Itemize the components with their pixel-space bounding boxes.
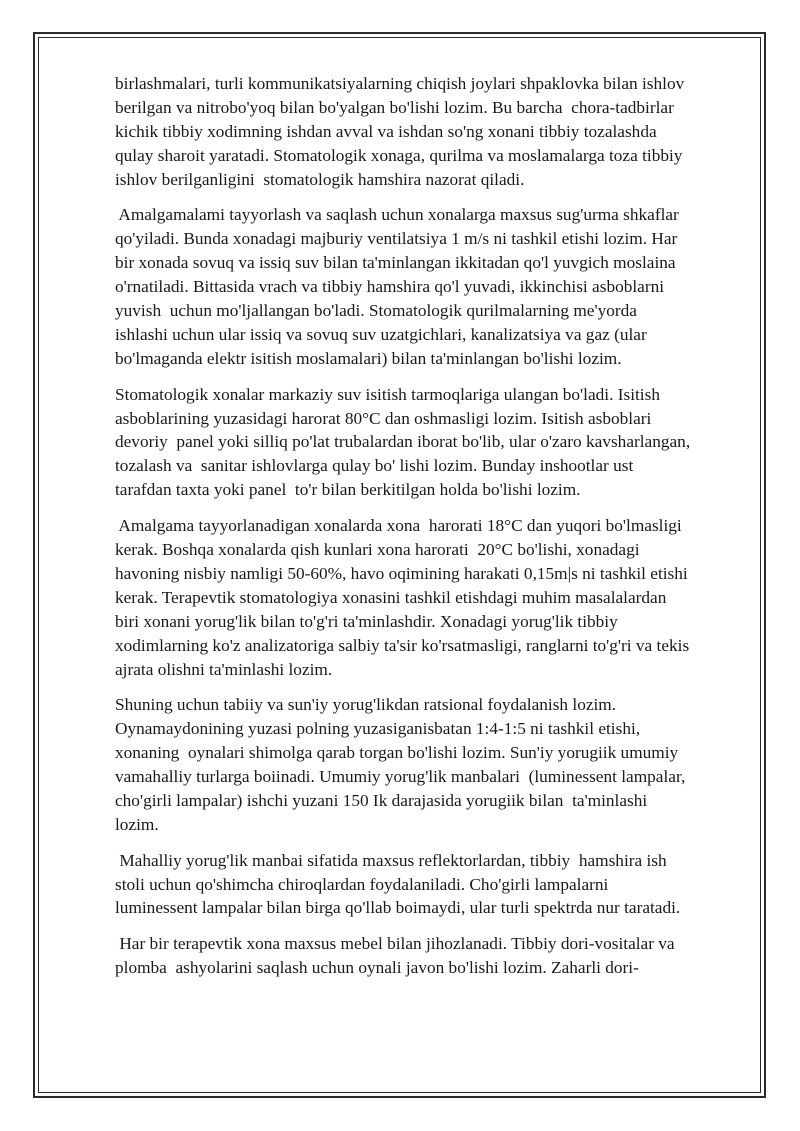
text-line: tozalash va sanitar ishlovlarga qulay bo' lishi lozim. Bunday inshootlar ust — [115, 456, 634, 476]
text-line: ajrata olishni ta'minlashi lozim. — [115, 659, 333, 679]
text-line: yuvish uchun mo'ljallangan bo'ladi. Stomatologik qurilmalarning me'yorda — [115, 301, 637, 321]
text-line: ishlashi uchun ular issiq va sovuq suv uzatgichlari, kanalizatsiya va gaz (ular — [115, 324, 647, 344]
text-line: qulay sharoit yaratadi. Stomatologik xonaga, qurilma va moslamalarga toza tibbiy — [115, 145, 683, 165]
text-line: Oynamaydonining yuzasi polning yuzasiganisbatan 1:4-1:5 ni tashkil etishi, — [115, 719, 641, 739]
text-line: xonaning oynalari shimolga qarab torgan bo'lishi lozim. Sun'iy yorugiik umumiy — [115, 743, 679, 763]
text-line: asboblarining yuzasidagi harorat 80°C dan oshmasligi lozim. Isitish asboblari — [115, 408, 652, 428]
text-line: vamahalliy turlarga boiinadi. Umumiy yorug'lik manbalari (luminessent lampalar, — [115, 767, 686, 787]
text-line: Amalgama tayyorlanadigan xonalarda xona harorati 18°C dan yuqori bo'lmasligi — [115, 516, 682, 536]
text-line: kerak. Boshqa xonalarda qish kunlari xona harorati 20°C bo'lishi, xonadagi — [115, 539, 640, 559]
text-line: xodimlarning ko'z analizatoriga salbiy ta'sir ko'rsatmasligi, ranglarni to'g'ri va tekis — [115, 635, 690, 655]
text-line: luminessent lampalar bilan birga qo'llab boimaydi, ular turli spektrda nur taratadi. — [115, 898, 681, 918]
text-line: Amalgamalami tayyorlash va saqlash uchun xonalarga maxsus sug'urma shkaflar — [115, 205, 679, 225]
text-line: stoli uchun qo'shimcha chiroqlardan foydalaniladi. Cho'girli lampalarni — [115, 874, 609, 894]
paragraph-7 — [115, 932, 745, 980]
paragraph-5 — [115, 693, 745, 836]
text-line: biri xonani yorug'lik bilan to'g'ri ta'minlashdir. Xonadagi yorug'lik tibbiy — [115, 611, 618, 631]
paragraph-4 — [115, 514, 745, 681]
text-line: kichik tibbiy xodimning ishdan avval va ishdan so'ng xonani tibbiy tozalashda — [115, 121, 657, 141]
paragraph-2 — [115, 203, 745, 370]
document-body — [115, 72, 745, 992]
text-line: ishlov berilganligini stomatologik hamshira nazorat qiladi. — [115, 169, 525, 189]
text-line: cho'girli lampalar) ishchi yuzani 150 Ik darajasida yorugiik bilan ta'minlashi — [115, 790, 648, 810]
paragraph-6 — [115, 849, 745, 921]
paragraph-1 — [115, 72, 745, 192]
text-line: Mahalliy yorug'lik manbai sifatida maxsus reflektorlardan, tibbiy hamshira ish — [115, 850, 667, 870]
text-line: devoriy panel yoki silliq po'lat trubalardan iborat bo'lib, ular o'zaro kavsharlangan, — [115, 432, 691, 452]
text-line: havoning nisbiy namligi 50-60%, havo oqimining harakati 0,15m|s ni tashkil etishi — [115, 563, 688, 583]
text-line: bo'lmaganda elektr isitish moslamalari) bilan ta'minlangan bo'lishi lozim. — [115, 348, 622, 368]
text-line: kerak. Terapevtik stomatologiya xonasini tashkil etishdagi muhim masalalardan — [115, 587, 667, 607]
text-line: lozim. — [115, 814, 159, 834]
text-line: bir xonada sovuq va issiq suv bilan ta'minlangan ikkitadan qo'l yuvgich moslaina — [115, 253, 676, 273]
text-line: Stomatologik xonalar markaziy suv isitish tarmoqlariga ulangan bo'ladi. Isitish — [115, 384, 660, 404]
text-line: tarafdan taxta yoki panel to'r bilan berkitilgan holda bo'lishi lozim. — [115, 480, 581, 500]
text-line: plomba ashyolarini saqlash uchun oynali javon bo'lishi lozim. Zaharli dori- — [115, 958, 639, 978]
paragraph-3 — [115, 383, 745, 503]
text-line: berilgan va nitrobo'yoq bilan bo'yalgan bo'lishi lozim. Bu barcha chora-tadbirlar — [115, 97, 674, 117]
text-line: Shuning uchun tabiiy va sun'iy yorug'likdan ratsional foydalanish lozim. — [115, 695, 617, 715]
text-line: birlashmalari, turli kommunikatsiyalarning chiqish joylari shpaklovka bilan ishlov — [115, 74, 685, 93]
text-line: qo'yiladi. Bunda xonadagi majburiy ventilatsiya 1 m/s ni tashkil etishi lozim. Har — [115, 229, 678, 249]
text-line: o'rnatiladi. Bittasida vrach va tibbiy hamshira qo'l yuvadi, ikkinchisi asboblarni — [115, 277, 665, 297]
text-line: Har bir terapevtik xona maxsus mebel bilan jihozlanadi. Tibbiy dori-vositalar va — [115, 934, 675, 954]
